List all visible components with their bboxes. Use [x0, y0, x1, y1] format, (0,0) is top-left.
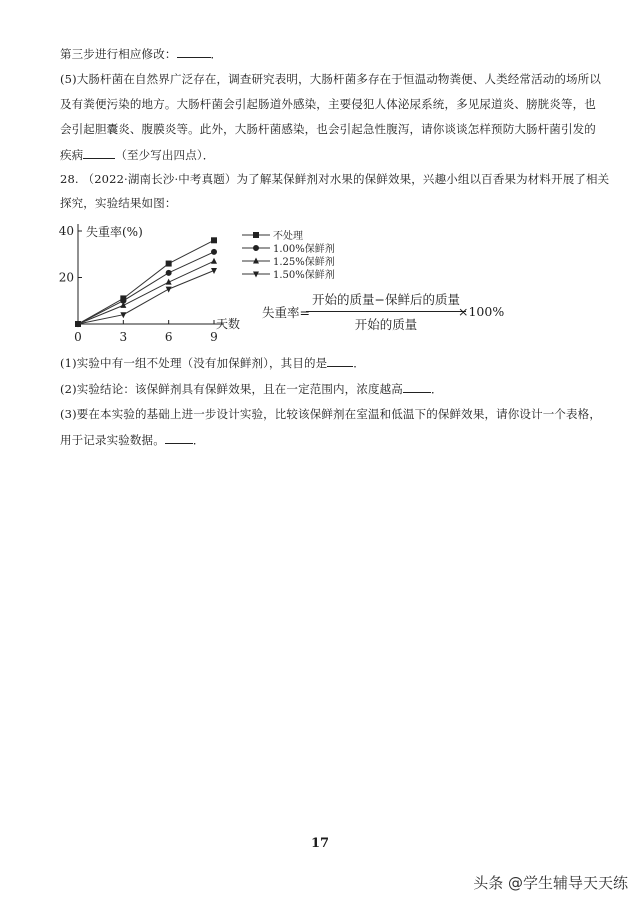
series-line-3 [78, 261, 214, 324]
formula-fraction [306, 290, 466, 333]
y-axis-label: 失重率(%) [86, 225, 143, 239]
part-3-text: 用于记录实验数据。 [60, 433, 165, 447]
formula-denominator: 开始的质量 [354, 317, 418, 332]
formula-multiplier: ×100% [458, 304, 505, 319]
question-5-line-2: 及有粪便污染的地方。大肠杆菌会引起肠道外感染，主要侵犯人体泌尿系统，多见尿道炎、膀胱炎等，也 [60, 97, 596, 111]
answer-blank [83, 146, 115, 159]
x-axis-label: 天数 [216, 317, 241, 331]
question-28-line-2: 探究，实验结果如图： [60, 196, 177, 210]
chart-legend [242, 229, 335, 281]
x-tick-label: 9 [210, 330, 218, 344]
at-least-four-text: （至少写出四点）． [115, 148, 215, 162]
legend-label-4: 1.50%保鲜剂 [273, 270, 335, 281]
part-1-text: (1)实验中有一组不处理（没有加保鲜剂），其目的是 [60, 356, 328, 370]
x-tick-label: 3 [119, 330, 128, 344]
page-number: 17 [310, 836, 330, 851]
question-5-line-3: 会引起胆囊炎、腹膜炎等。此外，大肠杆菌感染，也会引起急性腹泻，请你谈谈怎样预防大肠杆菌引发的 [60, 122, 596, 136]
watermark: 头条 @学生辅导天天练 [473, 874, 628, 892]
question-line-1 [60, 45, 222, 62]
data-point-s1-x9 [211, 237, 217, 243]
y-tick-label: 40 [58, 224, 74, 238]
chart-series [75, 237, 217, 327]
question-28-part-2 [60, 380, 443, 397]
data-point-s1-x6 [166, 261, 172, 267]
period: ． [192, 433, 205, 447]
answer-blank [403, 380, 431, 393]
series-line-2 [78, 252, 214, 324]
legend-label-1: 不处理 [273, 231, 303, 242]
answer-blank [165, 431, 193, 444]
data-point-s2-x6 [166, 270, 172, 276]
data-point-s2-x9 [211, 249, 217, 255]
y-tick-label: 20 [58, 270, 74, 285]
legend-label-3: 1.25%保鲜剂 [273, 257, 335, 268]
question-28-part-1 [60, 354, 365, 371]
data-point-s3-x9 [211, 258, 217, 264]
question-5-line-1: (5)大肠杆菌在自然界广泛存在，调查研究表明，大肠杆菌多存在于恒温动物粪便、人类经常活动的场所以 [60, 72, 601, 86]
question-28-line-1: 28. （2022·湖南长沙·中考真题）为了解某保鲜剂对水果的保鲜效果，兴趣小组以百香果为材料开展了相关 [60, 172, 610, 186]
formula-label: 失重率= [262, 305, 310, 320]
period: ． [430, 382, 443, 396]
data-point-s4-x6 [166, 287, 172, 293]
x-tick-label: 0 [74, 330, 82, 344]
series-line-1 [78, 240, 214, 324]
step-three-text: 第三步进行相应修改： [60, 47, 177, 61]
period: ． [210, 47, 223, 61]
formula-numerator: 开始的质量−保鲜后的质量 [306, 290, 466, 312]
x-tick-label: 6 [164, 330, 173, 344]
answer-blank [177, 45, 211, 58]
disease-text: 疾病 [60, 148, 84, 162]
answer-blank [327, 354, 353, 367]
period: ． [353, 356, 365, 370]
part-2-text: (2)实验结论：该保鲜剂具有保鲜效果，且在一定范围内，浓度越高 [60, 382, 403, 396]
legend-marker-1 [253, 232, 259, 238]
legend-label-2: 1.00%保鲜剂 [273, 244, 335, 255]
question-5-line-4 [60, 146, 214, 163]
legend-marker-2 [253, 245, 259, 251]
question-28-part-3: (3)要在本实验的基础上进一步设计实验，比较该保鲜剂在室温和低温下的保鲜效果，请你设计一个表格， [60, 407, 601, 421]
question-28-part-3-cont [60, 431, 205, 448]
